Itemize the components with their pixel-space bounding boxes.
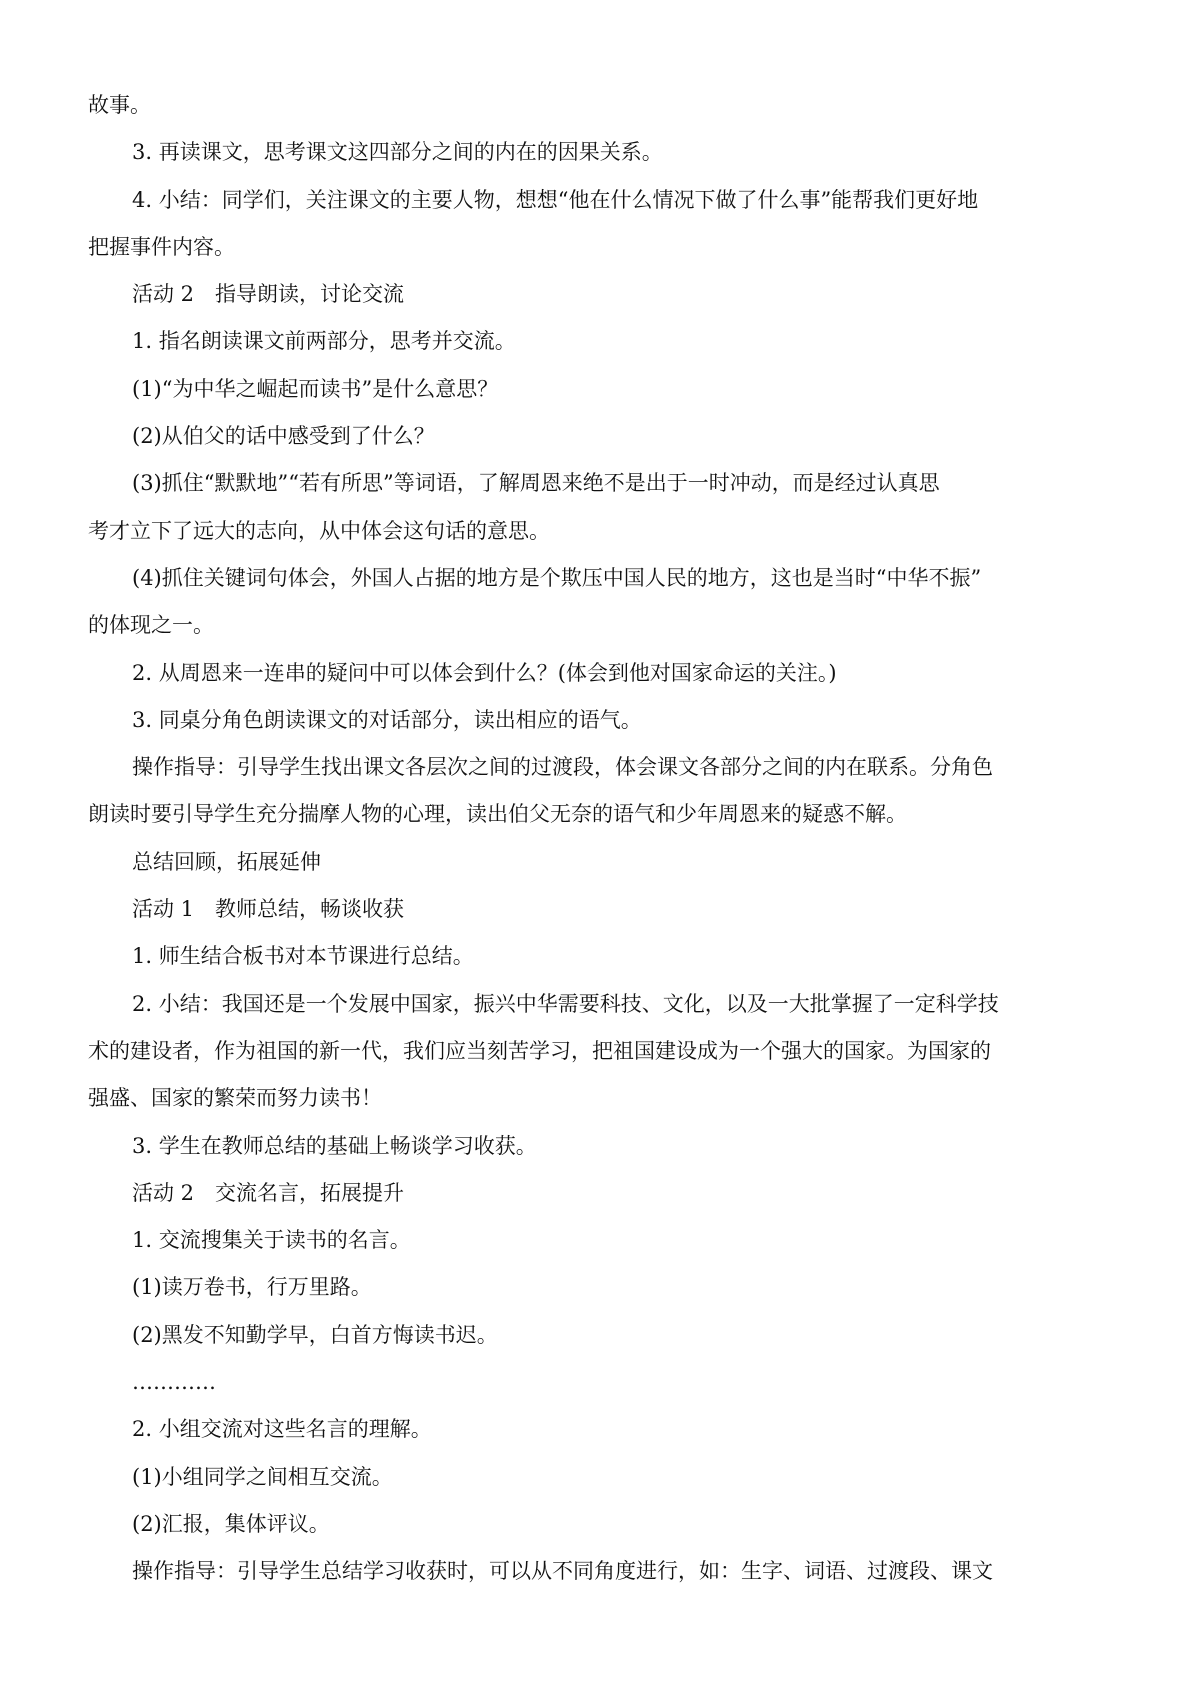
text-line: (4)抓住关键词句体会，外国人占据的地方是个欺压中国人民的地方，这也是当时“中华不振” bbox=[132, 565, 982, 590]
text-line: 术的建设者，作为祖国的新一代，我们应当刻苦学习，把祖国建设成为一个强大的国家。为国家的 bbox=[88, 1038, 991, 1063]
text-line: 总结回顾，拓展延伸 bbox=[132, 849, 321, 874]
text-line: (2)从伯父的话中感受到了什么？ bbox=[132, 424, 435, 449]
text-line: 1. 交流搜集关于读书的名言。 bbox=[132, 1228, 411, 1253]
text-line: 活动 2 交流名言，拓展提升 bbox=[132, 1180, 405, 1205]
text-line: (2)黑发不知勤学早，白首方悔读书迟。 bbox=[132, 1322, 498, 1347]
text-line: (3)抓住“默默地”“若有所思”等词语，了解周恩来绝不是出于一时冲动，而是经过认真思 bbox=[132, 471, 940, 496]
document-body bbox=[88, 82, 1116, 1596]
text-line: 3. 学生在教师总结的基础上畅谈学习收获。 bbox=[132, 1133, 537, 1158]
text-line: 2. 从周恩来一连串的疑问中可以体会到什么？(体会到他对国家命运的关注。) bbox=[132, 660, 837, 685]
text-line: (2)汇报，集体评议。 bbox=[132, 1511, 330, 1536]
text-line: 操作指导：引导学生找出课文各层次之间的过渡段，体会课文各部分之间的内在联系。分角色 bbox=[132, 755, 993, 780]
text-line: (1)小组同学之间相互交流。 bbox=[132, 1464, 393, 1489]
text-line: 3. 同桌分角色朗读课文的对话部分，读出相应的语气。 bbox=[132, 707, 642, 732]
text-line: 1. 指名朗读课文前两部分，思考并交流。 bbox=[132, 329, 516, 354]
text-line: 的体现之一。 bbox=[88, 613, 214, 638]
text-line: 活动 1 教师总结，畅谈收获 bbox=[132, 897, 405, 922]
text-line: 2. 小结：我国还是一个发展中国家，振兴中华需要科技、文化，以及一大批掌握了一定科学技 bbox=[132, 991, 999, 1016]
text-line: 考才立下了远大的志向，从中体会这句话的意思。 bbox=[88, 518, 550, 543]
text-line: 把握事件内容。 bbox=[88, 234, 235, 259]
text-line: (1)读万卷书，行万里路。 bbox=[132, 1275, 372, 1300]
text-line: 3. 再读课文，思考课文这四部分之间的内在的因果关系。 bbox=[132, 140, 663, 165]
text-line: 故事。 bbox=[88, 93, 151, 117]
text-line: (1)“为中华之崛起而读书”是什么意思？ bbox=[132, 376, 499, 401]
text-line: 4. 小结：同学们，关注课文的主要人物，想想“他在什么情况下做了什么事”能帮我们更好地 bbox=[132, 187, 979, 212]
text-line: ………… bbox=[132, 1370, 216, 1395]
text-line: 操作指导：引导学生总结学习收获时，可以从不同角度进行，如：生字、词语、过渡段、课文 bbox=[132, 1559, 993, 1584]
text-line: 1. 师生结合板书对本节课进行总结。 bbox=[132, 944, 474, 969]
text-line: 活动 2 指导朗读，讨论交流 bbox=[132, 282, 405, 307]
text-line: 2. 小组交流对这些名言的理解。 bbox=[132, 1417, 432, 1442]
text-line: 朗读时要引导学生充分揣摩人物的心理，读出伯父无奈的语气和少年周恩来的疑惑不解。 bbox=[88, 802, 907, 827]
text-line: 强盛、国家的繁荣而努力读书！ bbox=[88, 1086, 382, 1111]
